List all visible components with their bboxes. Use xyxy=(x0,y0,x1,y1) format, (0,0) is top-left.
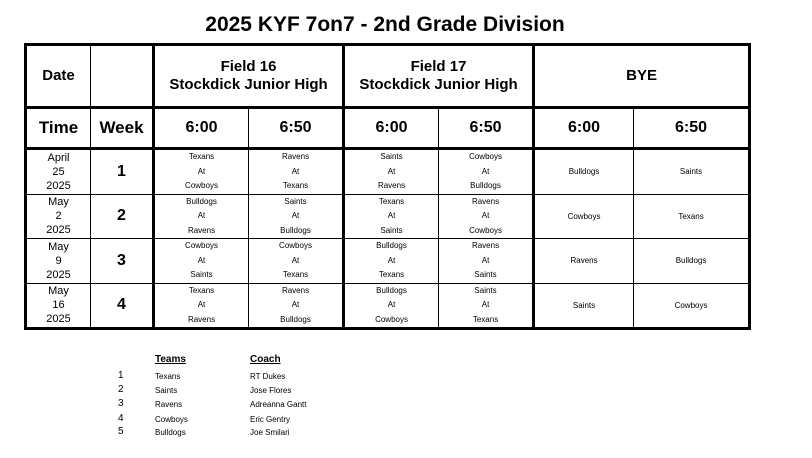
legend-team: Cowboys xyxy=(155,415,188,424)
slot-header: 6:50 xyxy=(439,108,534,149)
away-team: Texans xyxy=(472,314,499,324)
home-team: Cowboys xyxy=(185,241,218,250)
home-team: Ravens xyxy=(471,196,500,206)
at-label: At xyxy=(291,211,300,220)
away-team: Ravens xyxy=(187,314,216,324)
field16-site: Stockdick Junior High xyxy=(169,76,328,93)
home-team: Bulldogs xyxy=(376,241,407,250)
field17-site: Stockdick Junior High xyxy=(359,76,518,93)
table-row xyxy=(26,149,750,195)
away-team: Saints xyxy=(474,270,497,279)
field17-header xyxy=(344,45,534,108)
game-cell xyxy=(439,239,534,284)
field16-name: Field 16 xyxy=(220,58,277,75)
bye-header: BYE xyxy=(534,45,750,108)
game-cell xyxy=(154,239,249,284)
home-team: Texans xyxy=(188,152,215,161)
legend-number: 5 xyxy=(118,426,124,437)
home-team: Ravens xyxy=(281,152,310,161)
field17-name: Field 17 xyxy=(410,58,467,75)
away-team: Cowboys xyxy=(185,181,218,190)
home-team: Texans xyxy=(378,196,405,206)
away-team: Texans xyxy=(282,270,309,279)
home-team: Saints xyxy=(380,152,403,161)
date-month: May xyxy=(48,285,69,298)
slot-header: 6:50 xyxy=(249,108,344,149)
at-label: At xyxy=(387,166,396,176)
bye-cell: Bulldogs xyxy=(634,239,750,284)
game-cell xyxy=(344,283,439,329)
date-cell xyxy=(26,239,91,284)
date-day: 16 xyxy=(52,299,65,312)
at-label: At xyxy=(481,211,490,220)
at-label: At xyxy=(291,300,300,309)
time-header: Time xyxy=(26,108,91,149)
date-cell xyxy=(26,149,91,195)
week-number: 3 xyxy=(91,239,154,284)
legend-number: 2 xyxy=(118,384,124,395)
game-cell xyxy=(249,239,344,284)
game-cell xyxy=(344,239,439,284)
coach-header: Coach xyxy=(250,354,281,365)
schedule-table xyxy=(24,43,751,330)
blank-header xyxy=(91,45,154,108)
away-team: Saints xyxy=(380,225,403,235)
bye-cell: Bulldogs xyxy=(534,149,634,195)
slot-header: 6:50 xyxy=(634,108,750,149)
date-cell xyxy=(26,283,91,329)
date-year: 2025 xyxy=(46,224,71,237)
at-label: At xyxy=(387,211,396,220)
date-year: 2025 xyxy=(46,313,71,326)
away-team: Bulldogs xyxy=(280,314,311,324)
date-month: May xyxy=(48,240,69,253)
week-number: 1 xyxy=(91,149,154,195)
bye-cell: Ravens xyxy=(534,239,634,284)
bye-cell: Cowboys xyxy=(634,283,750,329)
home-team: Bulldogs xyxy=(186,196,217,206)
home-team: Ravens xyxy=(281,285,310,295)
legend-team: Bulldogs xyxy=(155,428,186,437)
home-team: Cowboys xyxy=(279,241,312,250)
at-label: At xyxy=(291,166,300,176)
date-year: 2025 xyxy=(46,268,71,281)
away-team: Bulldogs xyxy=(280,225,311,235)
away-team: Texans xyxy=(282,181,309,190)
legend-coach: Eric Gentry xyxy=(250,415,291,424)
game-cell xyxy=(344,194,439,239)
at-label: At xyxy=(197,166,206,176)
week-header: Week xyxy=(91,108,154,149)
date-day: 25 xyxy=(52,165,65,178)
game-cell xyxy=(249,283,344,329)
away-team: Ravens xyxy=(377,181,406,190)
date-year: 2025 xyxy=(46,179,71,192)
away-team: Bulldogs xyxy=(470,181,501,190)
slot-header: 6:00 xyxy=(344,108,439,149)
home-team: Ravens xyxy=(471,241,500,250)
game-cell xyxy=(249,149,344,195)
at-label: At xyxy=(291,255,300,265)
bye-cell: Saints xyxy=(634,149,750,195)
legend-coach: Jose Flores xyxy=(250,386,292,395)
home-team: Bulldogs xyxy=(376,285,407,295)
at-label: At xyxy=(387,300,396,309)
home-team: Texans xyxy=(188,285,215,295)
away-team: Texans xyxy=(378,270,405,279)
legend-number: 3 xyxy=(118,398,124,409)
week-number: 4 xyxy=(91,283,154,329)
legend-coach: Joe Smilari xyxy=(250,428,290,437)
legend-coach: Adreanna Gantt xyxy=(250,400,307,409)
date-day: 9 xyxy=(55,254,62,267)
home-team: Cowboys xyxy=(469,152,502,161)
date-cell xyxy=(26,194,91,239)
legend-team: Saints xyxy=(155,386,178,395)
away-team: Ravens xyxy=(187,225,216,235)
legend-number: 4 xyxy=(118,413,124,424)
game-cell xyxy=(439,194,534,239)
bye-cell: Saints xyxy=(534,283,634,329)
teams-header: Teams xyxy=(155,354,186,365)
away-team: Saints xyxy=(190,270,213,279)
date-month: April xyxy=(47,151,70,164)
game-cell xyxy=(439,283,534,329)
legend-number: 1 xyxy=(118,370,124,381)
table-row xyxy=(26,283,750,329)
at-label: At xyxy=(481,300,490,309)
game-cell xyxy=(439,149,534,195)
date-header: Date xyxy=(26,45,91,108)
home-team: Saints xyxy=(284,196,307,206)
game-cell xyxy=(154,194,249,239)
date-day: 2 xyxy=(55,210,62,223)
game-cell xyxy=(344,149,439,195)
at-label: At xyxy=(481,255,490,265)
at-label: At xyxy=(197,211,206,220)
field16-header xyxy=(154,45,344,108)
game-cell xyxy=(249,194,344,239)
date-month: May xyxy=(48,196,69,209)
game-cell xyxy=(154,283,249,329)
week-number: 2 xyxy=(91,194,154,239)
game-cell xyxy=(154,149,249,195)
away-team: Cowboys xyxy=(469,225,502,235)
slot-header: 6:00 xyxy=(154,108,249,149)
slot-header: 6:00 xyxy=(534,108,634,149)
at-label: At xyxy=(481,166,490,176)
bye-cell: Cowboys xyxy=(534,194,634,239)
legend-coach: RT Dukes xyxy=(250,372,286,381)
at-label: At xyxy=(197,255,206,265)
table-row xyxy=(26,239,750,284)
bye-cell: Texans xyxy=(634,194,750,239)
away-team: Cowboys xyxy=(375,314,408,324)
legend-team: Texans xyxy=(155,372,181,381)
legend-team: Ravens xyxy=(155,400,183,409)
table-row xyxy=(26,194,750,239)
page-title: 2025 KYF 7on7 - 2nd Grade Division xyxy=(205,13,565,36)
home-team: Saints xyxy=(474,285,497,295)
at-label: At xyxy=(197,300,206,309)
at-label: At xyxy=(387,255,396,265)
